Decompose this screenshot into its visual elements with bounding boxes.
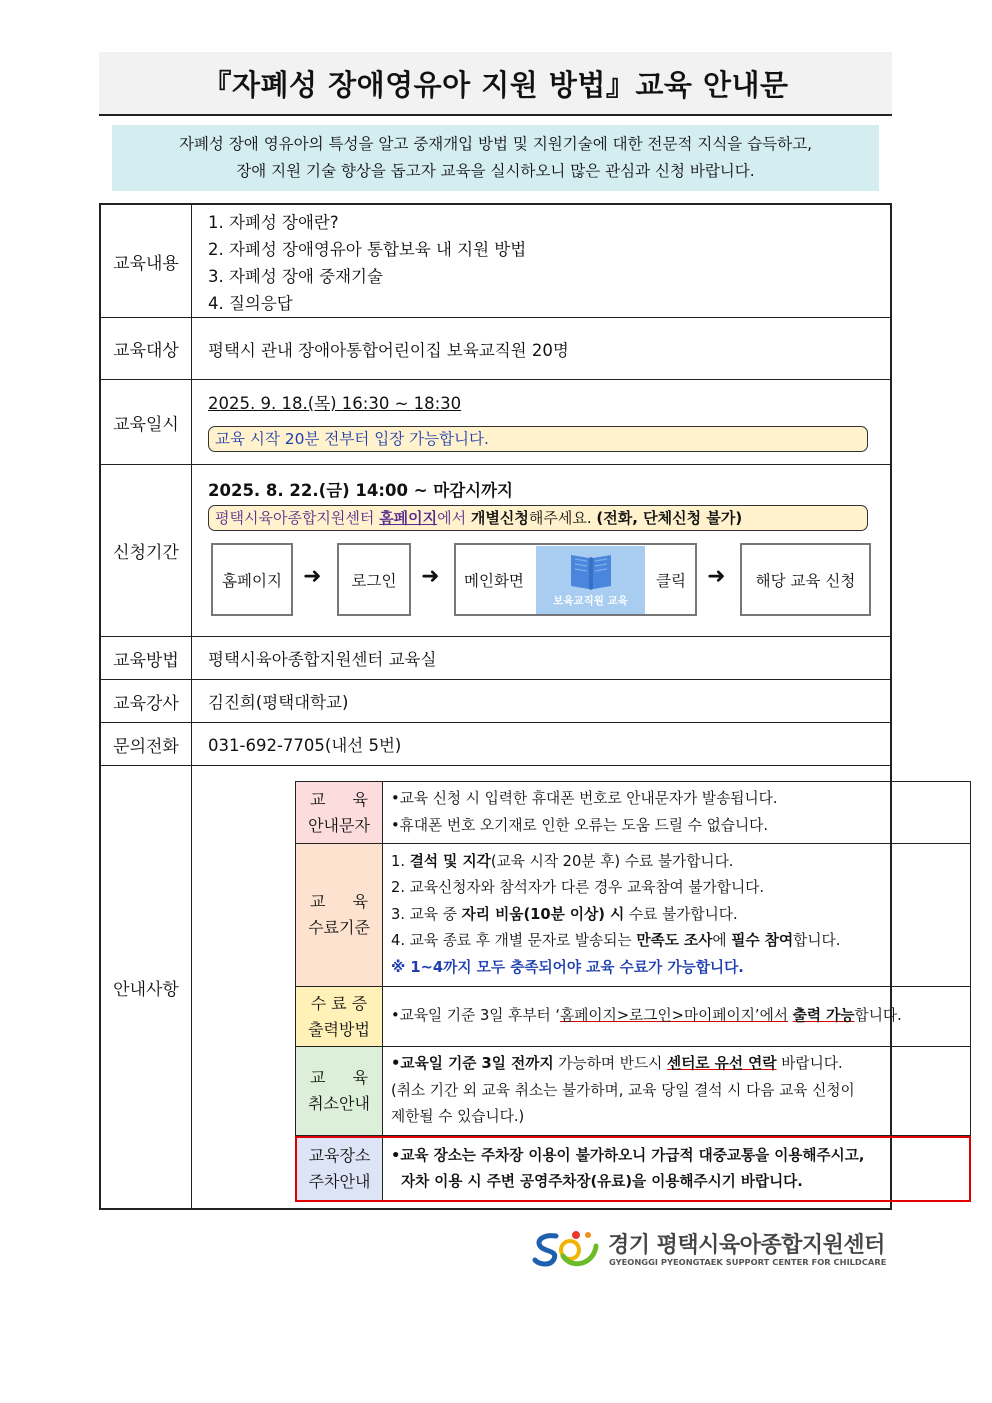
text: 수료 불가합니다. xyxy=(628,905,738,923)
bullet: •휴대폰 번호 오기재로 인한 오류는 도움 드릴 수 없습니다. xyxy=(391,816,769,834)
content-list xyxy=(192,205,890,317)
label-char: 육 xyxy=(352,892,368,911)
note-tail: 해주세요. xyxy=(528,509,592,527)
label-char: 교 xyxy=(310,1068,326,1087)
label-char: 교 xyxy=(310,789,326,809)
notice-text xyxy=(383,1047,970,1135)
parking-line: 자차 이용 시 주변 공영주차장(유료)을 이용해주시기 바랍니다. xyxy=(401,1173,803,1190)
instructor-value: 김진희(평택대학교) xyxy=(208,693,349,712)
notice-label xyxy=(296,1047,383,1135)
bold-text: 만족도 조사 xyxy=(636,932,713,950)
text: 합니다. xyxy=(854,1007,902,1025)
row-notice xyxy=(101,766,902,1208)
phone-value: 031-692-7705(내선 5번) xyxy=(208,736,402,755)
row-target xyxy=(101,318,890,380)
title-bar xyxy=(99,52,892,116)
notice-row-parking xyxy=(295,1136,971,1202)
flow-step-homepage: 홈페이지 xyxy=(211,543,293,616)
label-line: 출력방법 xyxy=(308,1019,370,1039)
list-item: 4. 질의응답 xyxy=(208,294,293,313)
list-item xyxy=(391,902,964,929)
text: 가능하며 반드시 xyxy=(558,1055,663,1073)
intro-line-2: 장애 지원 기술 향상을 돕고자 교육을 실시하오니 많은 관심과 신청 바랍니다. xyxy=(236,162,755,180)
row-label: 안내사항 xyxy=(101,766,192,1208)
row-label: 교육일시 xyxy=(101,380,192,464)
path-text: 홈페이지>로그인>마이페이지 xyxy=(560,1007,755,1025)
center-name: 평택시육아종합지원센터 xyxy=(215,509,375,527)
arrow-right-icon: ➜ xyxy=(707,564,726,589)
info-table xyxy=(99,203,902,1210)
notice-text xyxy=(383,844,970,986)
list-item: 3. 자폐성 장애 중재기술 xyxy=(208,267,383,286)
arrow-right-icon: ➜ xyxy=(421,564,440,589)
text: (교육 시작 20분 후) 수료 불가합니다. xyxy=(490,852,734,870)
schedule-cell xyxy=(192,380,890,464)
cancel-paren: (취소 기간 외 교육 취소는 불가하며, 교육 당일 결석 시 다음 교육 신청이 xyxy=(391,1081,855,1099)
icon-caption: 보육교직원 교육 xyxy=(553,595,628,607)
notice-row-sms xyxy=(296,782,970,844)
note-mid: 에서 xyxy=(437,509,467,527)
row-label: 교육강사 xyxy=(101,680,192,722)
org-name-en: GYEONGGI PYEONGTAEK SUPPORT CENTER FOR CHILDCARE xyxy=(609,1257,887,1267)
notice-row-completion xyxy=(296,844,970,987)
intro-box xyxy=(112,125,879,191)
apply-period: 2025. 8. 22.(금) 14:00 ~ 마감시까지 xyxy=(208,481,513,500)
label-line: 주차안내 xyxy=(308,1172,371,1191)
childcare-center-logo-icon xyxy=(532,1226,604,1272)
flow-step-main xyxy=(454,543,697,616)
row-label: 신청기간 xyxy=(101,465,192,636)
notice-label xyxy=(296,782,383,843)
text: •교육일 기준 3일 후부터 ‘ xyxy=(391,1007,561,1025)
notice-cell xyxy=(192,766,902,1208)
row-instructor xyxy=(101,680,890,723)
target-value: 평택시 관내 장애아통합어린이집 보육교직원 20명 xyxy=(208,340,569,360)
notice-row-certificate xyxy=(296,987,970,1047)
parking-line: •교육 장소는 주차장 이용이 불가하오니 가급적 대중교통을 이용해주시고, xyxy=(391,1146,865,1164)
label-line: 교육장소 xyxy=(308,1146,371,1165)
text: 바랍니다. xyxy=(781,1055,843,1073)
list-item: 1. 자폐성 장애란? xyxy=(208,213,339,232)
certificate-text xyxy=(391,1003,964,1030)
row-label: 교육방법 xyxy=(101,637,192,679)
notice-label xyxy=(296,987,383,1046)
cancel-line xyxy=(391,1051,964,1078)
bold-text: 자리 비움(10분 이상) 시 xyxy=(461,905,625,923)
notice-row-cancel xyxy=(296,1047,970,1136)
row-content xyxy=(101,205,890,318)
text: 합니다. xyxy=(793,932,841,950)
schedule-note: 교육 시작 20분 전부터 입장 가능합니다. xyxy=(208,426,868,452)
text: ’에서 xyxy=(754,1007,788,1025)
row-schedule xyxy=(101,380,890,465)
individual-text: 개별신청 xyxy=(470,509,529,527)
num: 1. xyxy=(391,852,406,870)
notice-table xyxy=(295,781,971,1202)
bold-text: 결석 및 지각 xyxy=(409,852,491,870)
list-item: 2. 자폐성 장애영유아 통합보육 내 지원 방법 xyxy=(208,240,527,259)
org-name-ko: 경기 평택시육아종합지원센터 xyxy=(608,1233,885,1258)
notice-text xyxy=(383,1138,969,1200)
row-apply xyxy=(101,465,890,637)
flow-step-login: 로그인 xyxy=(337,543,411,616)
method-value: 평택시육아종합지원센터 교육실 xyxy=(208,650,437,669)
label-char: 교 xyxy=(310,892,326,911)
label-line: 수 료 증 xyxy=(310,993,368,1013)
row-label: 교육대상 xyxy=(101,318,192,379)
label-char: 육 xyxy=(352,1068,368,1087)
list-item: 2. 교육신청자와 참석자가 다른 경우 교육참여 불가합니다. xyxy=(391,879,765,897)
teacher-education-button-image xyxy=(536,546,645,614)
homepage-text: 홈페이지 xyxy=(379,509,438,527)
row-method xyxy=(101,637,890,680)
book-icon xyxy=(568,551,614,591)
apply-cell xyxy=(192,465,890,636)
flow-step-apply: 해당 교육 신청 xyxy=(740,543,871,616)
flow-main-text: 메인화면 xyxy=(464,572,524,590)
intro-line-1: 자폐성 장애 영유아의 특성을 알고 중재개입 방법 및 지원기술에 대한 전문적 지식을 습득하고, xyxy=(178,135,813,153)
bold-text: 출력 가능 xyxy=(792,1007,855,1025)
label-line: 취소안내 xyxy=(308,1094,370,1113)
apply-note xyxy=(208,505,868,531)
page-title: 『자폐성 장애영유아 지원 방법』교육 안내문 xyxy=(202,67,789,102)
list-item xyxy=(391,928,964,955)
row-label: 문의전화 xyxy=(101,723,192,765)
bold-text: 센터로 유선 연락 xyxy=(667,1055,777,1073)
label-line: 수료기준 xyxy=(308,918,370,937)
cancel-paren: 제한될 수 있습니다.) xyxy=(391,1108,525,1126)
bold-text: 필수 참여 xyxy=(731,932,794,950)
text: 3. 교육 중 xyxy=(391,905,457,923)
text: 4. 교육 종료 후 개별 문자로 발송되는 xyxy=(391,932,632,950)
completion-note: ※ 1~4까지 모두 충족되어야 교육 수료가 가능합니다. xyxy=(391,958,744,976)
label-line: 안내문자 xyxy=(308,815,370,835)
list-item xyxy=(391,849,964,876)
footer-logo xyxy=(532,1226,887,1272)
row-label: 교육내용 xyxy=(101,205,192,317)
label-char: 육 xyxy=(352,789,368,809)
notice-text xyxy=(383,987,970,1046)
arrow-right-icon: ➜ xyxy=(303,564,322,589)
note-paren: (전화, 단체신청 불가) xyxy=(596,509,743,527)
flow-click-text: 클릭 xyxy=(656,572,686,590)
notice-label xyxy=(296,844,383,986)
text: 에 xyxy=(712,932,727,950)
row-phone xyxy=(101,723,890,766)
notice-text xyxy=(383,782,970,843)
bold-text: •교육일 기준 3일 전까지 xyxy=(391,1055,554,1073)
bullet: •교육 신청 시 입력한 휴대폰 번호로 안내문자가 발송됩니다. xyxy=(391,790,778,807)
schedule-datetime: 2025. 9. 18.(목) 16:30 ~ 18:30 xyxy=(208,394,462,413)
notice-label xyxy=(297,1138,383,1200)
